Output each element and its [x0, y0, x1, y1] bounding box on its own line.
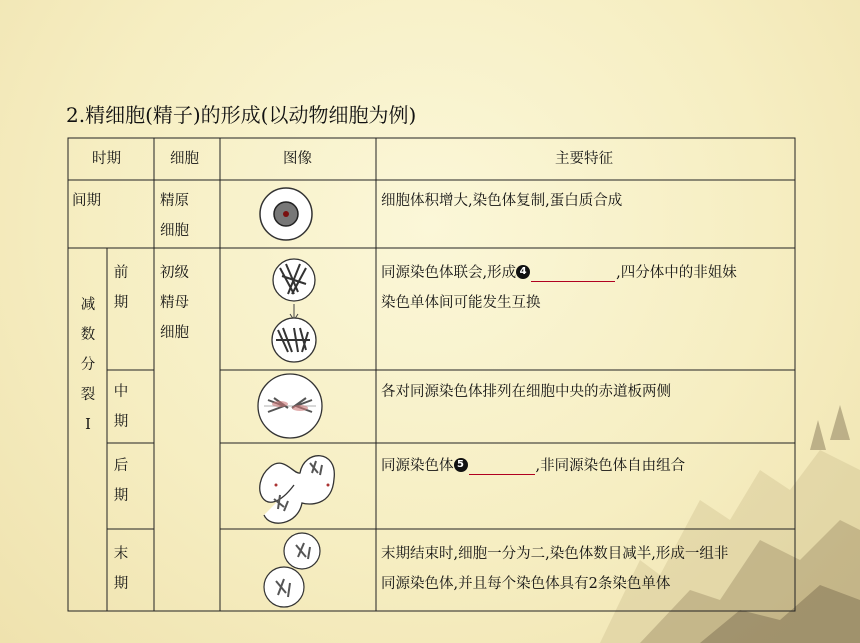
- anaphase-features: [381, 451, 685, 481]
- interphase-cell-line2: 细胞: [160, 223, 189, 239]
- prophase-cell-image: [264, 254, 324, 366]
- header-period: 时期: [92, 151, 121, 167]
- blank-number-4: 4: [516, 265, 530, 279]
- prophase-features-line1: [381, 258, 737, 288]
- answer-blank-5[interactable]: [469, 456, 535, 475]
- page-title: 2.精细胞(精子)的形成(以动物细胞为例): [66, 103, 417, 127]
- anaphase-cell-image: [254, 445, 338, 527]
- anaphase-period-1: 后: [113, 458, 129, 474]
- meiosis-cell-line1: 初级: [160, 265, 189, 281]
- meiosis-label-5: Ⅰ: [85, 417, 91, 433]
- prophase-period-1: 前: [113, 265, 129, 281]
- prophase-features-pre: 同源染色体联会,形成: [381, 265, 517, 281]
- answer-blank-4[interactable]: [531, 263, 615, 282]
- blank-number-5: 5: [454, 458, 468, 472]
- telophase-period-2: 期: [113, 576, 129, 592]
- meiosis-cell-line2: 精母: [160, 295, 189, 311]
- interphase-period: 间期: [72, 193, 101, 209]
- telophase-cell-image: [258, 531, 328, 609]
- telophase-features-line1: 末期结束时,细胞一分为二,染色体数目减半,形成一组非: [381, 546, 729, 562]
- interphase-features: 细胞体积增大,染色体复制,蛋白质合成: [381, 193, 623, 209]
- interphase-cell-line1: 精原: [160, 193, 189, 209]
- header-features: 主要特征: [555, 151, 613, 167]
- header-cell: 细胞: [170, 151, 199, 167]
- prophase-period-2: 期: [113, 295, 129, 311]
- anaphase-features-post: ,非同源染色体自由组合: [535, 458, 686, 474]
- prophase-features-line2: 染色单体间可能发生互换: [381, 295, 541, 311]
- prophase-features-post: ,四分体中的非姐妹: [616, 265, 737, 281]
- metaphase-period-2: 期: [113, 414, 129, 430]
- meiosis-label-2: 数: [80, 327, 96, 343]
- telophase-features-line2: 同源染色体,并且每个染色体具有2条染色单体: [381, 576, 671, 592]
- telophase-period-1: 末: [113, 546, 129, 562]
- metaphase-period-1: 中: [113, 384, 129, 400]
- metaphase-features: 各对同源染色体排列在细胞中央的赤道板两侧: [381, 384, 671, 400]
- interphase-cell-image: [256, 186, 316, 242]
- header-image: 图像: [283, 151, 312, 167]
- meiosis-cell-line3: 细胞: [160, 325, 189, 341]
- meiosis-label-1: 减: [80, 297, 96, 313]
- metaphase-cell-image: [254, 372, 326, 440]
- anaphase-period-2: 期: [113, 488, 129, 504]
- anaphase-features-pre: 同源染色体: [381, 458, 454, 474]
- meiosis-label-4: 裂: [80, 387, 96, 403]
- meiosis-label-3: 分: [80, 357, 96, 373]
